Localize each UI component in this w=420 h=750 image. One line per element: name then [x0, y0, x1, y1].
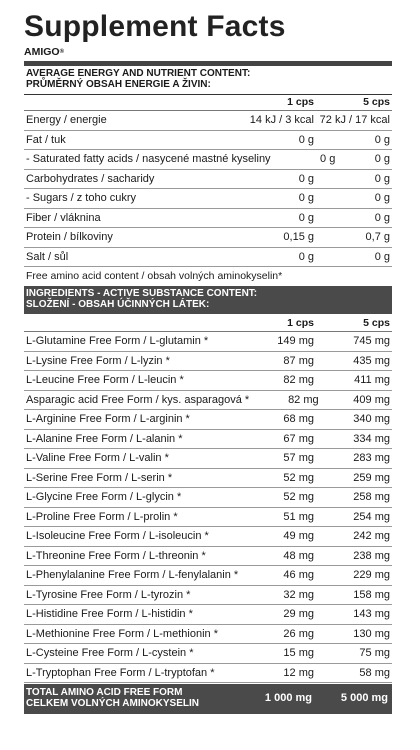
row-value-1cps: 49 mg: [283, 530, 314, 542]
ingredient-section-heading: [24, 286, 392, 314]
row-name: L-Serine Free Form / L-serin *: [26, 471, 173, 484]
total-label: [26, 688, 238, 709]
registered-mark: ®: [59, 49, 65, 55]
table-row: [24, 664, 392, 684]
row-value-1cps: 0,15 g: [283, 231, 314, 243]
nutrient-table: [24, 95, 392, 267]
row-name: L-Threonine Free Form / L-threonin *: [26, 549, 206, 562]
row-value-5cps: 130 mg: [353, 627, 390, 640]
row-value-5cps: 411 mg: [354, 374, 390, 386]
row-value-1cps: 82 mg: [283, 374, 314, 386]
table-row: [24, 131, 392, 151]
row-value-5cps: 258 mg: [353, 491, 390, 503]
row-name: Carbohydrates / sacharidy: [26, 172, 155, 185]
table-row: [24, 228, 392, 248]
column-header-1cps: 1 cps: [287, 317, 314, 329]
table-row: [24, 170, 392, 190]
column-header-1cps: 1 cps: [287, 96, 314, 108]
nutrient-rows: [24, 111, 392, 267]
row-value-5cps: 745 mg: [353, 335, 390, 347]
row-value-1cps: 68 mg: [283, 413, 314, 425]
row-value-5cps: 72 kJ / 17 kcal: [319, 114, 390, 126]
total-label-en: TOTAL AMINO ACID FREE FORM: [26, 687, 183, 698]
table-row: [24, 625, 392, 645]
table-row: [24, 469, 392, 489]
row-value-1cps: 57 mg: [283, 452, 314, 464]
row-value-1cps: 0 g: [298, 172, 314, 185]
row-value-1cps: 87 mg: [283, 354, 314, 367]
row-name: Fiber / vláknina: [26, 211, 101, 224]
row-value-5cps: 0 g: [374, 211, 390, 224]
row-value-5cps: 409 mg: [353, 393, 390, 406]
row-value-5cps: 0 g: [374, 192, 390, 204]
table-row: [24, 605, 392, 625]
table-row: [24, 449, 392, 469]
table-row: [24, 209, 392, 229]
row-name: L-Arginine Free Form / L-arginin *: [26, 413, 190, 425]
row-value-5cps: 283 mg: [353, 452, 390, 464]
row-value-1cps: 15 mg: [283, 647, 314, 659]
table-row: [24, 566, 392, 586]
nutrient-heading-cz: PRŮMĚRNÝ OBSAH ENERGIE A ŽIVIN:: [26, 78, 211, 90]
row-name: L-Lysine Free Form / L-lyzin *: [26, 354, 170, 367]
table-row: [24, 189, 392, 209]
table-row: [24, 547, 392, 567]
row-value-1cps: 0 g: [298, 211, 314, 224]
table-row: [24, 150, 392, 170]
row-value-5cps: 58 mg: [359, 666, 390, 679]
row-name: - Saturated fatty acids / nasycené mastné kyseliny: [26, 153, 271, 165]
ingredient-heading-cz: SLOŽENÍ - OBSAH ÚČINNÝCH LÁTEK:: [26, 298, 210, 310]
row-name: Fat / tuk: [26, 133, 66, 146]
row-value-1cps: 29 mg: [283, 608, 314, 620]
row-value-5cps: 0 g: [374, 172, 390, 185]
brand-name: [24, 45, 392, 59]
nutrient-column-header: [24, 95, 392, 111]
total-row: [24, 684, 392, 714]
nutrient-heading-en: AVERAGE ENERGY AND NUTRIENT CONTENT:: [26, 68, 251, 79]
row-value-5cps: 158 mg: [353, 588, 390, 601]
table-row: [24, 248, 392, 268]
row-name: L-Glutamine Free Form / L-glutamin *: [26, 335, 209, 347]
row-value-1cps: 46 mg: [283, 569, 314, 581]
row-name: Energy / energie: [26, 114, 107, 126]
row-value-5cps: 0 g: [374, 133, 390, 146]
row-value-1cps: 14 kJ / 3 kcal: [249, 114, 314, 126]
ingredient-heading-en: INGREDIENTS - ACTIVE SUBSTANCE CONTENT:: [26, 288, 258, 299]
row-name: - Sugars / z toho cukry: [26, 192, 137, 204]
table-row: [24, 111, 392, 131]
row-name: L-Phenylalanine Free Form / L-fenylalanin *: [26, 569, 239, 581]
row-value-1cps: 0 g: [298, 250, 314, 263]
row-name: L-Tryptophan Free Form / L-tryptofan *: [26, 666, 215, 679]
table-row: [24, 352, 392, 372]
row-name: L-Methionine Free Form / L-methionin *: [26, 627, 218, 640]
row-value-5cps: 0 g: [374, 250, 390, 263]
table-row: [24, 586, 392, 606]
row-value-1cps: 32 mg: [283, 588, 314, 601]
row-value-5cps: 143 mg: [353, 608, 390, 620]
row-value-1cps: 26 mg: [283, 627, 314, 640]
nutrient-section-heading: [24, 66, 392, 94]
row-value-5cps: 340 mg: [353, 413, 390, 425]
total-value-5cps: 5 000 mg: [340, 692, 388, 705]
table-row: [24, 488, 392, 508]
row-value-5cps: 334 mg: [353, 432, 390, 445]
row-value-1cps: 51 mg: [283, 510, 314, 523]
table-row: [24, 332, 392, 352]
row-name: L-Histidine Free Form / L-histidin *: [26, 608, 193, 620]
column-header-5cps: 5 cps: [363, 317, 390, 329]
row-value-1cps: 52 mg: [283, 491, 314, 503]
supplement-facts-panel: [24, 10, 392, 714]
row-name: L-Cysteine Free Form / L-cystein *: [26, 647, 194, 659]
row-name: L-Isoleucine Free Form / L-isoleucin *: [26, 530, 209, 542]
row-value-5cps: 242 mg: [353, 530, 390, 542]
row-value-1cps: 0 g: [320, 153, 336, 165]
row-value-5cps: 0 g: [374, 153, 390, 165]
brand-label: AMIGO: [24, 46, 60, 58]
row-value-1cps: 82 mg: [288, 393, 319, 406]
row-name: L-Valine Free Form / L-valin *: [26, 452, 169, 464]
panel-title: Supplement Facts: [24, 10, 286, 43]
row-value-5cps: 238 mg: [353, 549, 390, 562]
row-name: L-Proline Free Form / L-prolin *: [26, 510, 178, 523]
ingredient-column-header: [24, 314, 392, 332]
row-value-5cps: 259 mg: [353, 471, 390, 484]
total-label-cz: CELKEM VOLNÝCH AMINOKYSELIN: [26, 697, 199, 709]
row-name: L-Leucine Free Form / L-leucin *: [26, 374, 184, 386]
row-value-5cps: 435 mg: [353, 354, 390, 367]
row-value-1cps: 67 mg: [283, 432, 314, 445]
table-row: [24, 527, 392, 547]
ingredient-rows: [24, 332, 392, 683]
row-value-1cps: 12 mg: [283, 666, 314, 679]
table-row: [24, 410, 392, 430]
ingredient-table: [24, 314, 392, 683]
table-row: [24, 391, 392, 411]
row-value-5cps: 75 mg: [359, 647, 390, 659]
table-row: [24, 430, 392, 450]
row-name: L-Glycine Free Form / L-glycin *: [26, 491, 182, 503]
column-header-name: [24, 95, 224, 110]
amino-acid-note: Free amino acid content / obsah volných aminokyselin*: [26, 270, 283, 282]
row-name: L-Alanine Free Form / L-alanin *: [26, 432, 183, 445]
row-value-5cps: 254 mg: [353, 510, 390, 523]
row-name: Protein / bílkoviny: [26, 231, 113, 243]
table-row: [24, 371, 392, 391]
row-value-1cps: 52 mg: [283, 471, 314, 484]
row-name: L-Tyrosine Free Form / L-tyrozin *: [26, 588, 191, 601]
column-header-name: [24, 314, 240, 331]
column-header-5cps: 5 cps: [363, 96, 390, 108]
row-name: Salt / sůl: [26, 250, 69, 263]
total-value-1cps: 1 000 mg: [264, 692, 312, 705]
row-value-1cps: 0 g: [298, 133, 314, 146]
row-name: Asparagic acid Free Form / kys. asparagová *: [26, 393, 250, 406]
row-value-5cps: 0,7 g: [365, 231, 390, 243]
row-value-1cps: 149 mg: [277, 335, 314, 347]
table-row: [24, 644, 392, 664]
row-value-1cps: 48 mg: [283, 549, 314, 562]
row-value-5cps: 229 mg: [353, 569, 390, 581]
row-value-1cps: 0 g: [298, 192, 314, 204]
table-row: [24, 508, 392, 528]
